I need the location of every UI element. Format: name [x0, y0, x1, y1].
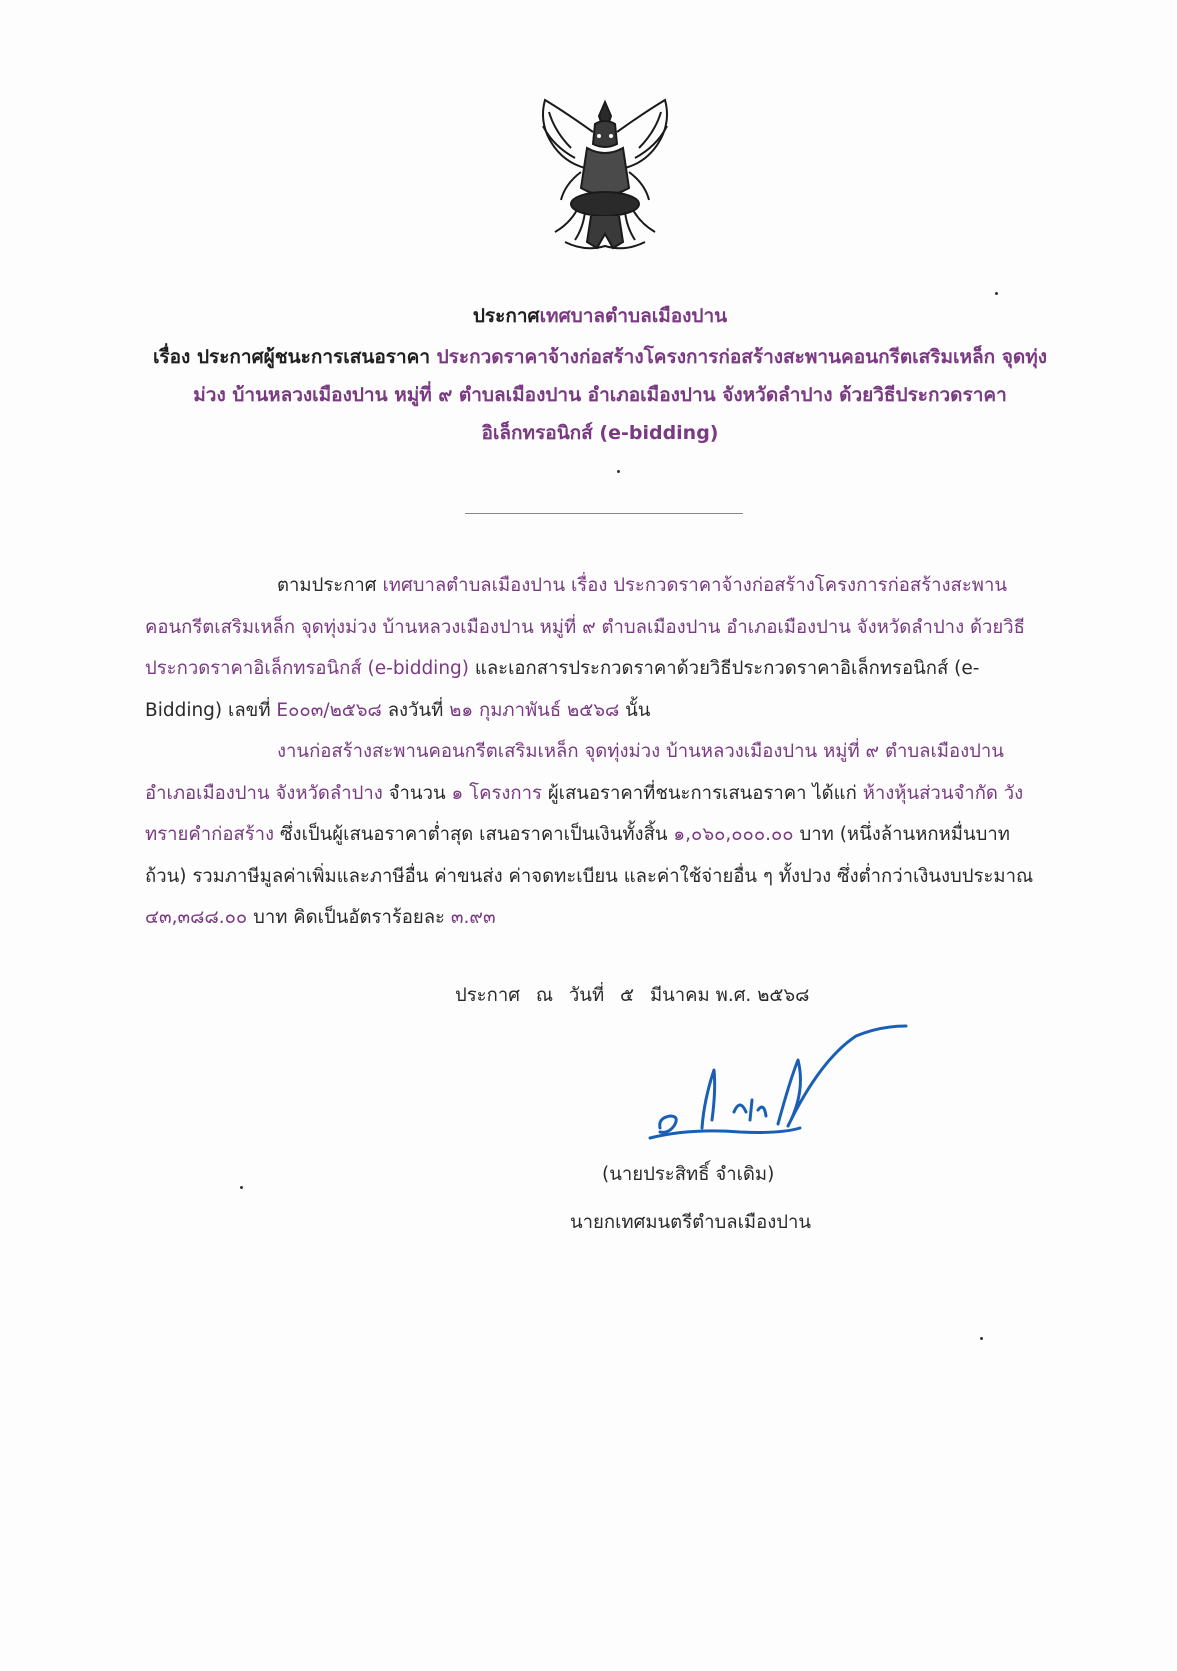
- p1-ref-lead: ตามประกาศ: [277, 575, 377, 596]
- announcement-title: [130, 297, 1070, 335]
- p2-winner-lead: ผู้เสนอราคาที่ชนะการเสนอราคา ได้แก่: [547, 782, 857, 804]
- p2-price: ๑,๐๖๐,๐๐๐.๐๐: [673, 824, 794, 845]
- subject-text-1: ประกวดราคาจ้างก่อสร้างโครงการก่อสร้างสะพานคอนกรีตเสริมเหล็ก จุดทุ่ง: [436, 346, 1048, 368]
- p2-price-words: บาท (หนึ่งล้านหกหมื่นบาทถ้วน) รวมภาษีมูลค่าเพิ่มและภาษีอื่น ค่าขนส่ง ค่าจดทะเบียน และค่าใช้จ่ายอื่น ๆ ทั้งปวง ซึ่งต่ำกว่าเงินงบประมาณ: [145, 824, 1034, 887]
- p2-qty: ๑ โครงการ: [451, 782, 542, 804]
- title-organization: เทศบาลตำบลเมืองปาน: [539, 305, 728, 327]
- p2-savings: ๔๓,๓๘๘.๐๐: [145, 907, 248, 928]
- p2-price-lead: ซึ่งเป็นผู้เสนอราคาต่ำสุด เสนอราคาเป็นเงินทั้งสิ้น: [279, 824, 668, 845]
- p1-date-lead: ลงวันที่: [387, 699, 444, 721]
- subject-line-1: [130, 338, 1070, 376]
- p1-ref-subject: เทศบาลตำบลเมืองปาน เรื่อง ประกวดราคาจ้างก่อสร้างโครงการก่อสร้างสะพาน คอนกรีตเสริมเหล็ก จุดทุ่งม่วง บ้านหลวงเมืองปาน หมู่ที่ ๙ ตำบลเมืองปาน อำเภอเมืองปาน จังหวัดลำปาง ด้วยวิธี ประกวดราคาอิเล็กทรอนิกส์ (e-bidding): [145, 575, 1025, 679]
- p2-percent-lead: บาท คิดเป็นอัตราร้อยละ: [253, 907, 445, 928]
- announcement-date: [455, 981, 819, 1010]
- ann-month-year: มีนาคม พ.ศ. ๒๕๖๘: [649, 985, 810, 1006]
- ann-lead: ประกาศ: [455, 985, 520, 1006]
- paragraph-2: [145, 731, 1041, 939]
- ann-at: ณ: [535, 985, 554, 1006]
- subject-line-3: อิเล็กทรอนิกส์ (e-bidding): [481, 422, 719, 444]
- announcement-subject: [130, 338, 1070, 452]
- handwritten-signature: [630, 1020, 910, 1145]
- divider-line: [465, 513, 743, 514]
- scan-speck: [617, 470, 620, 473]
- title-lead: ประกาศ: [472, 305, 540, 327]
- p2-winner: ห้างหุ้นส่วนจำกัด วังทรายคำก่อสร้าง: [145, 782, 1024, 845]
- p1-doc-date: ๒๑ กุมภาพันธ์ ๒๕๖๘: [449, 699, 620, 721]
- p2-percent: ๓.๙๓: [450, 907, 496, 928]
- scan-speck: [980, 1337, 983, 1340]
- p1-doc-lead: และเอกสารประกวดราคาด้วยวิธีประกวดราคาอิเล็กทรอนิกส์ (e-Bidding) เลขที่: [145, 658, 980, 721]
- paragraph-1: [145, 565, 1041, 731]
- subject-lead: เรื่อง ประกาศผู้ชนะการเสนอราคา: [152, 346, 430, 368]
- ann-day: ๕: [620, 985, 635, 1006]
- garuda-emblem: [525, 92, 685, 260]
- p2-project: งานก่อสร้างสะพานคอนกรีตเสริมเหล็ก จุดทุ่งม่วง บ้านหลวงเมืองปาน หมู่ที่ ๙ ตำบลเมืองปาน อำเภอเมืองปาน จังหวัดลำปาง: [145, 741, 1004, 804]
- p2-qty-lead: จำนวน: [388, 782, 446, 804]
- p1-doc-number: E๐๐๓/๒๕๖๘: [276, 699, 382, 721]
- signer-name: (นายประสิทธิ์ จำเดิม): [602, 1164, 775, 1185]
- ann-date-word: วันที่: [568, 985, 605, 1006]
- scan-speck: [995, 292, 998, 295]
- p1-end: นั้น: [625, 699, 651, 721]
- subject-line-2: ม่วง บ้านหลวงเมืองปาน หมู่ที่ ๙ ตำบลเมืองปาน อำเภอเมืองปาน จังหวัดลำปาง ด้วยวิธีประกวดราคา: [193, 384, 1007, 406]
- signer-position: นายกเทศมนตรีตำบลเมืองปาน: [570, 1212, 812, 1233]
- scan-speck: [240, 1186, 243, 1189]
